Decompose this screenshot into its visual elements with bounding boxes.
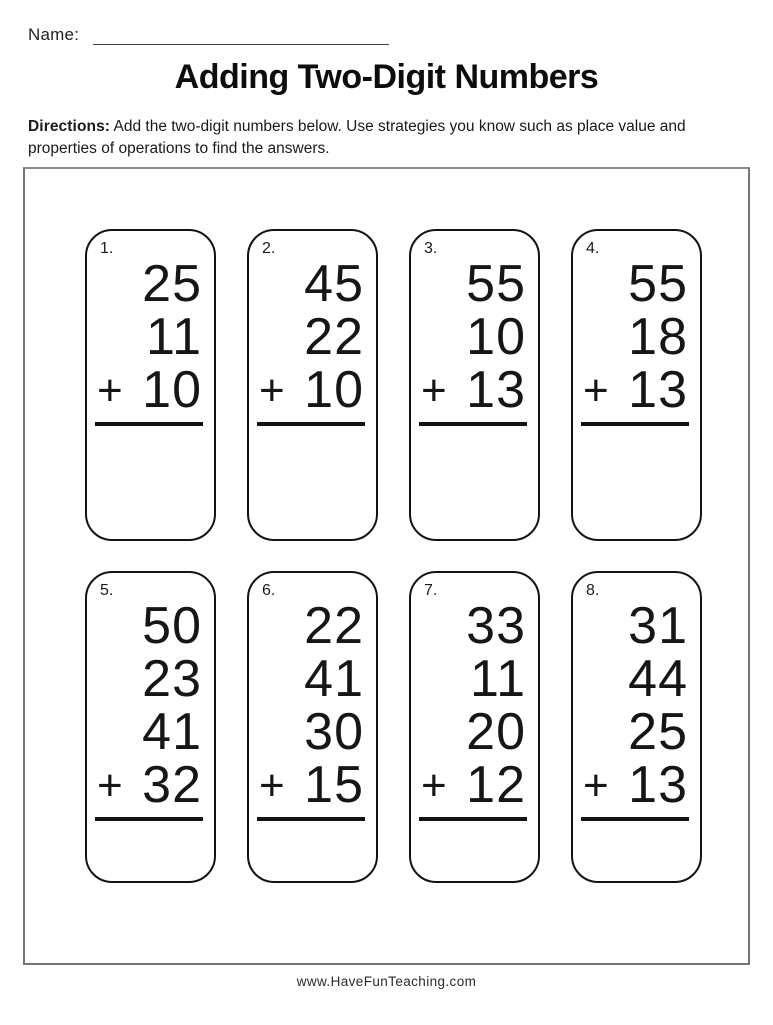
problem-card-8 (571, 571, 702, 883)
problems-grid (85, 229, 748, 883)
problem-number: 1. (100, 240, 114, 257)
addend-value: 41 (142, 703, 202, 761)
directions (28, 116, 745, 160)
addend-operator-row (582, 361, 688, 419)
addend-value: 32 (142, 756, 202, 814)
addend-value: 25 (142, 255, 202, 313)
addend-value: 10 (466, 308, 526, 366)
plus-operator: + (97, 761, 123, 810)
name-label: Name: (28, 25, 80, 44)
problem-number: 4. (586, 240, 600, 257)
addend-value: 44 (628, 650, 688, 708)
addend-operator-row (258, 756, 364, 814)
addend-column (258, 255, 364, 426)
plus-operator: + (259, 761, 285, 810)
addend-value: 25 (628, 703, 688, 761)
addend-value: 30 (304, 703, 364, 761)
addend-value: 11 (146, 308, 202, 366)
addend-value: 55 (466, 255, 526, 313)
plus-operator: + (421, 761, 447, 810)
addend-value: 18 (628, 308, 688, 366)
name-row (28, 25, 745, 45)
directions-text: Add the two-digit numbers below. Use strategies you know such as place value and properties of operations to find the answers. (28, 118, 686, 157)
addend-value: 50 (142, 597, 202, 655)
addend-operator-row (420, 756, 526, 814)
directions-label: Directions: (28, 118, 111, 135)
problem-number: 8. (586, 582, 600, 599)
problems-border-box (23, 167, 750, 965)
problem-card-2 (247, 229, 378, 541)
addend-value: 22 (304, 308, 364, 366)
plus-operator: + (259, 366, 285, 415)
plus-operator: + (583, 366, 609, 415)
page-title: Adding Two-Digit Numbers (174, 58, 599, 96)
addend-value: 13 (628, 756, 688, 814)
plus-operator: + (583, 761, 609, 810)
addend-operator-row (96, 361, 202, 419)
problem-card-4 (571, 229, 702, 541)
name-blank-line (93, 28, 389, 45)
addend-value: 15 (304, 756, 364, 814)
addend-value: 41 (304, 650, 364, 708)
addend-operator-row (582, 756, 688, 814)
addend-value: 11 (470, 650, 526, 708)
answer-line (581, 422, 689, 426)
problem-number: 7. (424, 582, 438, 599)
plus-operator: + (421, 366, 447, 415)
addend-value: 31 (628, 597, 688, 655)
worksheet-page (0, 25, 773, 989)
addend-column (258, 597, 364, 821)
problem-card-7 (409, 571, 540, 883)
answer-line (95, 817, 203, 821)
answer-line (419, 817, 527, 821)
addend-operator-row (420, 361, 526, 419)
problem-card-1 (85, 229, 216, 541)
addend-value: 20 (466, 703, 526, 761)
problem-number: 5. (100, 582, 114, 599)
problem-card-3 (409, 229, 540, 541)
addend-value: 10 (304, 361, 364, 419)
addend-column (96, 255, 202, 426)
answer-line (257, 422, 365, 426)
answer-line (257, 817, 365, 821)
addend-column (582, 255, 688, 426)
addend-value: 13 (628, 361, 688, 419)
problem-number: 6. (262, 582, 276, 599)
answer-line (95, 422, 203, 426)
addend-column (420, 255, 526, 426)
plus-operator: + (97, 366, 123, 415)
addend-value: 33 (466, 597, 526, 655)
addend-operator-row (258, 361, 364, 419)
addend-value: 13 (466, 361, 526, 419)
answer-line (419, 422, 527, 426)
addend-column (96, 597, 202, 821)
addend-value: 45 (304, 255, 364, 313)
addend-operator-row (96, 756, 202, 814)
addend-value: 22 (304, 597, 364, 655)
addend-column (582, 597, 688, 821)
addend-column (420, 597, 526, 821)
problem-number: 3. (424, 240, 438, 257)
footer-url: www.HaveFunTeaching.com (296, 974, 477, 989)
problem-card-6 (247, 571, 378, 883)
addend-value: 12 (466, 756, 526, 814)
answer-line (581, 817, 689, 821)
addend-value: 55 (628, 255, 688, 313)
problem-card-5 (85, 571, 216, 883)
addend-value: 10 (142, 361, 202, 419)
problem-number: 2. (262, 240, 276, 257)
addend-value: 23 (142, 650, 202, 708)
